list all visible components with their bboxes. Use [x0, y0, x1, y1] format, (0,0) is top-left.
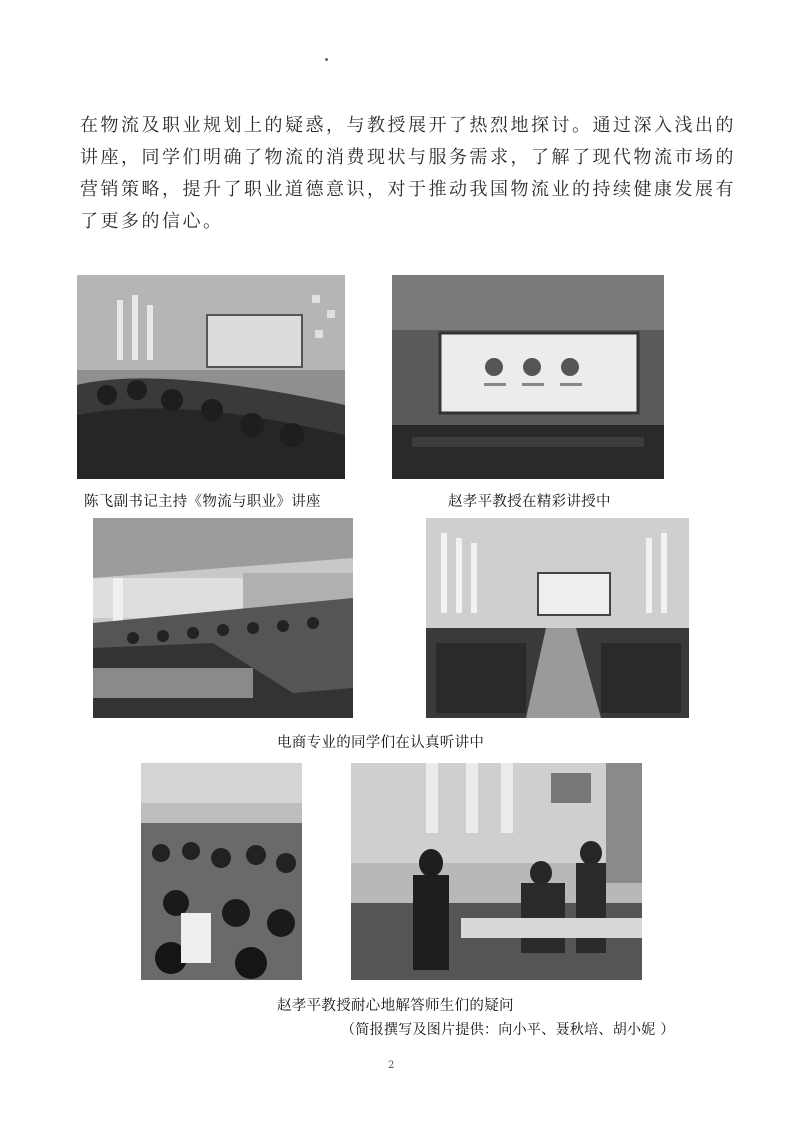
- paragraph-line: 在物流及职业规划上的疑惑，与教授展开了热烈地探讨。通过深入浅出的: [80, 115, 736, 136]
- photo-professor-answering: [351, 763, 642, 980]
- paragraph-line: 营销策略，提升了职业道德意识，对于推动我国物流业的持续健康发展有: [80, 179, 736, 200]
- caption-lecturing: 赵孝平教授在精彩讲授中: [448, 494, 611, 510]
- photo-students-seated: [93, 518, 353, 718]
- photo-audience-qa: [141, 763, 302, 980]
- caption-host: 陈飞副书记主持《物流与职业》讲座: [84, 494, 321, 510]
- caption-answering: 赵孝平教授耐心地解答师生们的疑问: [277, 998, 514, 1014]
- paragraph-line: 了更多的信心。: [80, 211, 224, 232]
- credit-line: （简报撰写及图片提供：向小平、聂秋培、胡小妮 ）: [341, 1022, 675, 1038]
- photo-professor-lecturing: [392, 275, 664, 479]
- photo-lecture-hall-host: [77, 275, 345, 479]
- photo-auditorium-wide: [426, 518, 689, 718]
- paragraph-line: 讲座，同学们明确了物流的消费现状与服务需求，了解了现代物流市场的: [80, 147, 736, 168]
- page-number: 2: [388, 1060, 395, 1071]
- scan-speck: [325, 58, 328, 61]
- body-paragraph: [80, 110, 736, 238]
- caption-students: 电商专业的同学们在认真听讲中: [277, 735, 485, 751]
